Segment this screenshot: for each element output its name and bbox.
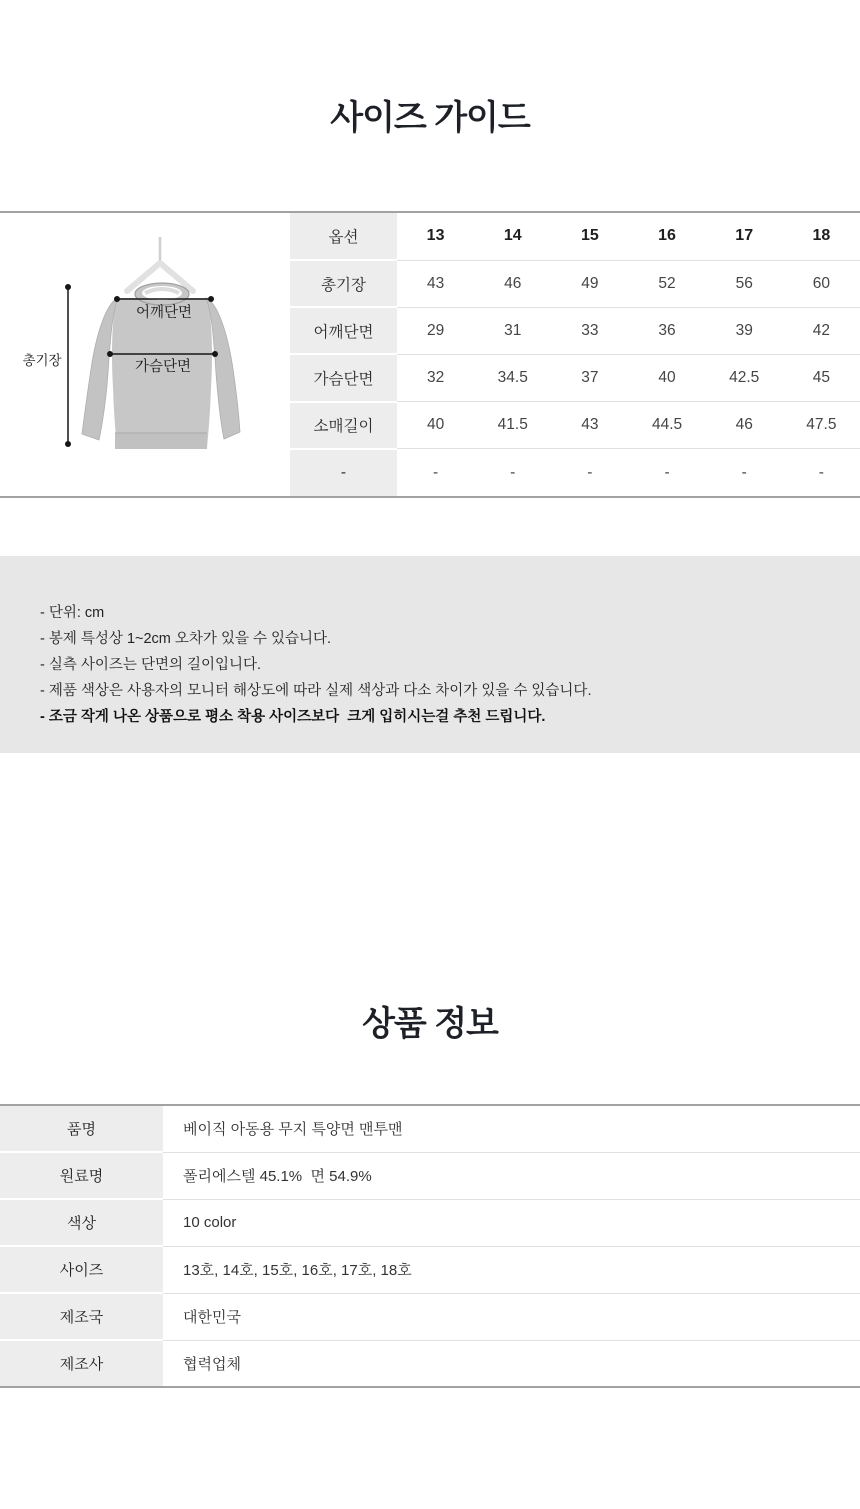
cell: 44.5 [628, 402, 705, 449]
cell: 43 [551, 402, 628, 449]
total-length-label: 총기장 [22, 353, 62, 368]
size-col-17: 17 [735, 227, 754, 245]
product-info-table [0, 1104, 860, 1388]
product-value-color: 10 color [163, 1199, 860, 1246]
cell: 43 [397, 260, 474, 307]
table-row [290, 260, 860, 307]
cell: 56 [706, 260, 783, 307]
cell: 33 [551, 307, 628, 354]
shoulder-label: 어깨단면 [135, 305, 193, 321]
cell: 45 [783, 354, 860, 401]
table-row [0, 1105, 860, 1152]
garment-measurement-diagram [0, 213, 290, 496]
cell: 32 [397, 354, 474, 401]
cell: 47.5 [783, 402, 860, 449]
cell: 29 [397, 307, 474, 354]
size-col-18: 18 [812, 227, 831, 245]
cell: - [706, 449, 783, 496]
note-line-unit: - 단위: cm [40, 605, 105, 621]
cell: 34.5 [474, 354, 551, 401]
note-line-measure: - 실측 사이즈는 단면의 길이입니다. [40, 657, 262, 673]
cell: 39 [706, 307, 783, 354]
cell: - [474, 449, 551, 496]
table-row [0, 1199, 860, 1246]
sweatshirt-image [0, 213, 290, 496]
cell: - [397, 449, 474, 496]
size-col-15: 15 [580, 227, 599, 245]
cell: 42.5 [706, 354, 783, 401]
table-row [0, 1246, 860, 1293]
cell: 40 [397, 402, 474, 449]
product-label-manufacturer: 제조사 [0, 1340, 163, 1387]
cell: 46 [474, 260, 551, 307]
product-label-name: 품명 [0, 1105, 163, 1152]
size-table-header-option: 옵션 [290, 213, 397, 260]
notes-box [0, 556, 860, 753]
product-info-title: 상품 정보 [362, 1005, 498, 1043]
row-label-empty: - [290, 449, 397, 496]
product-label-size: 사이즈 [0, 1246, 163, 1293]
cell: 31 [474, 307, 551, 354]
product-value-manufacturer: 협력업체 [163, 1340, 860, 1387]
cell: 40 [628, 354, 705, 401]
length-measure-line [65, 284, 71, 447]
product-value-country: 대한민국 [163, 1293, 860, 1340]
chest-label: 가슴단면 [134, 359, 192, 375]
table-row [0, 1340, 860, 1387]
size-col-13: 13 [426, 227, 445, 245]
product-label-color: 색상 [0, 1199, 163, 1246]
product-value-name: 베이직 아동용 무지 특양면 맨투맨 [183, 1121, 403, 1139]
table-row [290, 402, 860, 449]
table-row [290, 354, 860, 401]
size-table-header-row [290, 213, 860, 260]
table-row [0, 1293, 860, 1340]
note-line-tolerance: - 봉제 특성상 1~2cm 오차가 있을 수 있습니다. [40, 631, 332, 647]
cell: 52 [628, 260, 705, 307]
table-row [290, 449, 860, 496]
cell: 36 [628, 307, 705, 354]
row-label-shoulder: 어깨단면 [290, 307, 397, 354]
cell: - [551, 449, 628, 496]
cell: 46 [706, 402, 783, 449]
cell: - [628, 449, 705, 496]
row-label-sleeve: 소매길이 [290, 402, 397, 449]
cell: 42 [783, 307, 860, 354]
cell: 49 [551, 260, 628, 307]
note-line-color: - 제품 색상은 사용자의 모니터 해상도에 따라 실제 색상과 다소 차이가 있을 수 있습니다. [40, 683, 592, 699]
product-label-material: 원료명 [0, 1152, 163, 1199]
table-row [0, 1152, 860, 1199]
row-label-total-length: 총기장 [290, 260, 397, 307]
size-guide-section [0, 211, 860, 498]
size-col-14: 14 [503, 227, 522, 245]
product-value-size: 13호, 14호, 15호, 16호, 17호, 18호 [163, 1246, 860, 1293]
size-table [290, 213, 860, 496]
product-label-country: 제조국 [0, 1293, 163, 1340]
cell: 41.5 [474, 402, 551, 449]
cell: 37 [551, 354, 628, 401]
row-label-chest: 가슴단면 [290, 354, 397, 401]
size-col-16: 16 [658, 227, 676, 245]
product-value-material: 폴리에스텔 45.1% 면 54.9% [163, 1152, 860, 1199]
size-guide-title: 사이즈 가이드 [330, 99, 530, 137]
note-line-size-recommendation: - 조금 작게 나온 상품으로 평소 착용 사이즈보다 크게 입히시는걸 추천 드립니다. [40, 709, 546, 725]
table-row [290, 307, 860, 354]
cell: 60 [783, 260, 860, 307]
cell: - [783, 449, 860, 496]
